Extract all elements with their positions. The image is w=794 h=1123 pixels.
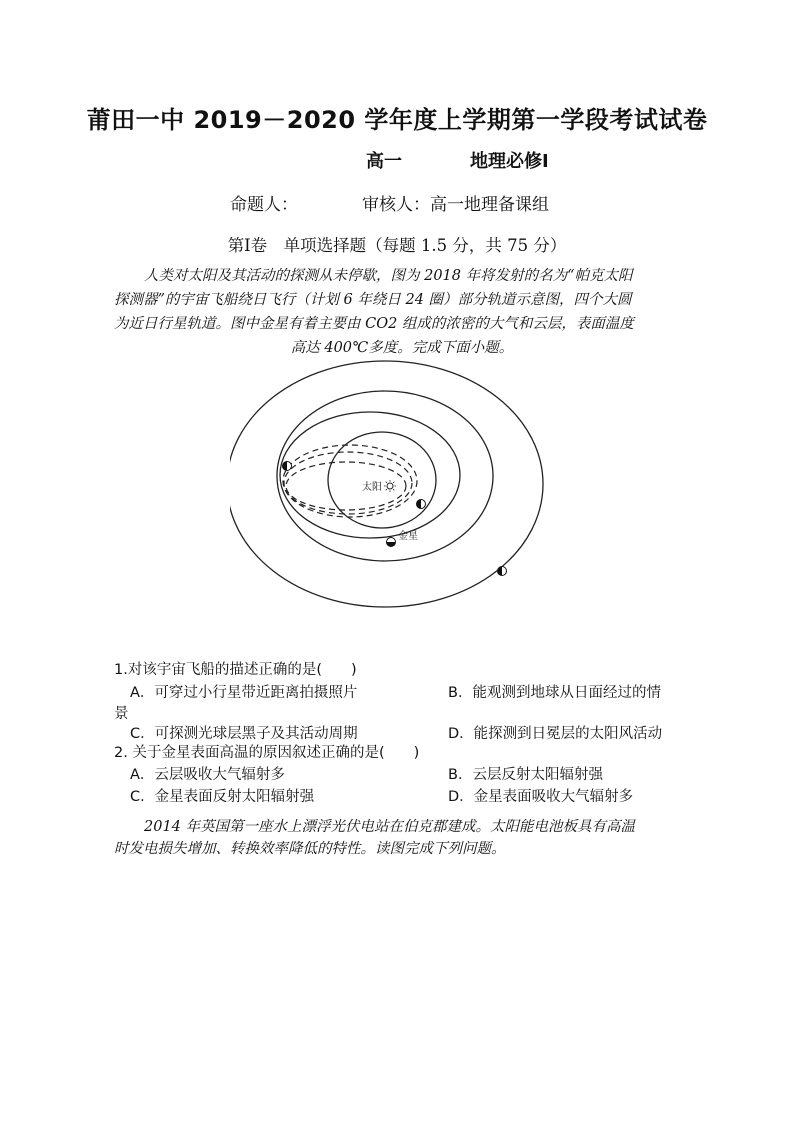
intro-line: 为近日行星轨道。图中金星有着主要由 CO2 组成的浓密的大气和云层，表面温度 (114, 316, 634, 332)
passage-2 (114, 816, 690, 860)
q1-option-c: C．可探测光球层黑子及其活动周期 (130, 726, 358, 742)
question-1-stem: 1.对该宇宙飞船的描述正确的是( ) (114, 662, 357, 678)
sun-icon (384, 480, 396, 492)
venus-marker (387, 538, 396, 547)
q2-option-b: B．云层反射太阳辐射强 (448, 767, 603, 783)
intro-line: 人类对太阳及其活动的探测从未停歇，图为 2018 年将发射的名为“帕克太阳 (144, 268, 633, 284)
planet-marker (417, 500, 426, 509)
course-label: 地理必修Ⅰ (470, 151, 549, 172)
q1-option-d: D．能探测到日冕层的太阳风活动 (448, 726, 663, 742)
page-title: 莆田一中 2019－2020 学年度上学期第一学段考试试卷 (86, 106, 708, 134)
question-2-stem: 2. 关于金星表面高温的原因叙述正确的是( ) (114, 745, 420, 761)
q2-option-c: C．金星表面反射太阳辐射强 (130, 789, 315, 805)
section-title: 第Ⅰ卷 单项选择题（每题 1.5 分，共 75 分） (227, 236, 567, 255)
planet-orbit (280, 412, 460, 538)
planet-marker (498, 567, 507, 576)
grade-label: 高一 (366, 151, 402, 172)
intro-paragraph (114, 264, 690, 360)
probe-orbit (284, 452, 412, 514)
passage-line: 时发电损失增加、转换效率降低的特性。读图完成下列问题。 (114, 841, 506, 857)
q2-option-a: A．云层吸收大气辐射多 (130, 767, 285, 783)
probe-orbit (283, 445, 417, 517)
reviewer-label: 审核人：高一地理备课组 (362, 195, 549, 215)
q1-option-a: A．可穿过小行星带近距离拍摄照片 (130, 685, 358, 701)
q1-option-b: B．能观测到地球从日面经过的情 (448, 685, 661, 701)
intro-line: 探测器”的宇宙飞船绕日飞行（计划 6 年绕日 24 圈）部分轨道示意图，四个大圆 (114, 292, 632, 308)
q2-option-d: D．金星表面吸收大气辐射多 (448, 789, 634, 805)
q1-option-b-continued: 景 (114, 706, 129, 722)
passage-line: 2014 年英国第一座水上漂浮光伏电站在伯克郡建成。太阳能电池板具有高温 (144, 819, 636, 835)
intro-line: 高达 400℃多度。完成下面小题。 (290, 340, 514, 356)
orbit-diagram (230, 358, 550, 610)
author-label: 命题人： (230, 195, 298, 215)
sun-label: 太阳 (362, 482, 382, 493)
venus-label: 金星 (398, 531, 418, 542)
planet-marker (283, 462, 292, 471)
